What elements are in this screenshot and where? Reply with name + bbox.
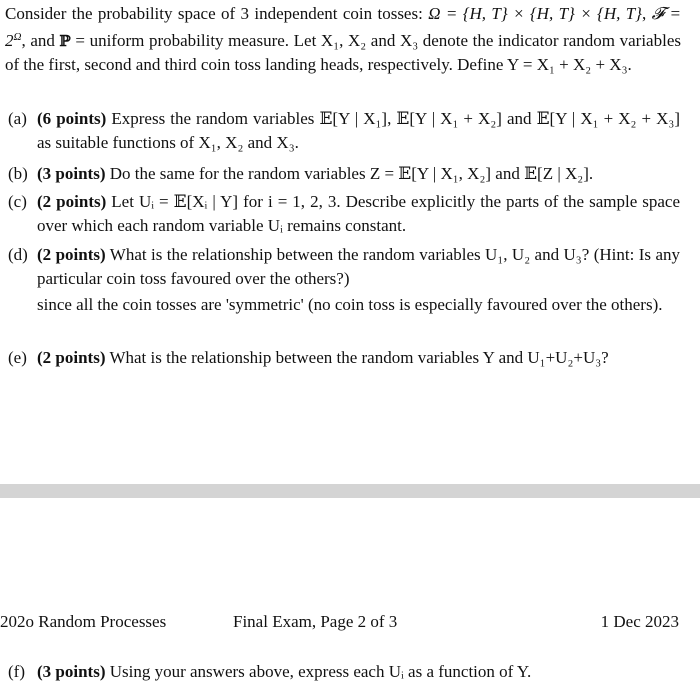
part-c-points: (2 points) xyxy=(37,192,107,211)
part-f xyxy=(8,660,680,684)
part-a-points: (6 points) xyxy=(37,109,107,128)
part-b xyxy=(8,162,680,186)
part-f-label: (f) xyxy=(8,662,25,681)
part-d-label: (d) xyxy=(8,245,28,264)
problem-statement xyxy=(5,2,681,77)
part-e xyxy=(8,346,680,370)
part-d xyxy=(8,243,680,317)
part-a xyxy=(8,107,680,154)
part-b-label: (b) xyxy=(8,164,28,183)
intro-text-2: , xyxy=(641,4,652,23)
intro-text-1: Consider the probability space of 3 independent coin tosses: xyxy=(5,4,429,23)
part-a-text: Express the random variables 𝔼[Y | X₁], 𝔼[Y | X₁ + X₂] and 𝔼[Y | X₁ + X₂ + X₃] as suitable functions of X₁, X₂ and X₃. xyxy=(37,109,681,152)
intro-text-4: = uniform probability measure. Let X₁, X₂ and X₃ denote the indicator random variables of the first, second and third coin toss landing heads, respectively. Define Y = X₁ + X₂ + X₃. xyxy=(5,30,681,74)
part-c-text: Let Uᵢ = 𝔼[Xᵢ | Y] for i = 1, 2, 3. Describe explicitly the parts of the sample space over which each random variable Uᵢ remains constant. xyxy=(37,192,681,235)
omega-definition: Ω = {H, T} × {H, T} × {H, T} xyxy=(428,4,642,23)
page-header xyxy=(0,612,700,636)
part-d-text: What is the relationship between the random variables U₁, U₂ and U₃? (Hint: Is any particular coin toss favoured over the others?) xyxy=(37,245,680,288)
sigma-algebra-definition: 𝓕 = 2 xyxy=(5,4,681,50)
part-b-text: Do the same for the random variables Z = 𝔼[Y | X₁, X₂] and 𝔼[Z | X₂]. xyxy=(109,164,594,183)
page-break-divider xyxy=(0,484,700,498)
part-e-points: (2 points) xyxy=(37,348,106,367)
page-number: Final Exam, Page 2 of 3 xyxy=(233,612,398,631)
part-c xyxy=(8,190,680,237)
part-f-points: (3 points) xyxy=(37,662,106,681)
course-name: 202o Random Processes xyxy=(0,612,167,631)
sigma-algebra-exponent: Ω xyxy=(13,30,22,43)
exam-date: 1 Dec 2023 xyxy=(600,612,679,631)
part-c-label: (c) xyxy=(8,192,27,211)
part-e-label: (e) xyxy=(8,348,27,367)
part-a-label: (a) xyxy=(8,109,27,128)
intro-text-3: , and xyxy=(21,30,60,50)
part-e-text: What is the relationship between the random variables Y and U₁+U₂+U₃? xyxy=(109,348,609,367)
part-d-points: (2 points) xyxy=(37,245,106,264)
probability-symbol: ℙ xyxy=(59,31,71,50)
part-f-text: Using your answers above, express each Uᵢ as a function of Y. xyxy=(109,662,532,681)
part-d-answer: since all the coin tosses are 'symmetric' (no coin toss is especially favoured over the others). xyxy=(37,295,663,314)
part-b-points: (3 points) xyxy=(37,164,106,183)
